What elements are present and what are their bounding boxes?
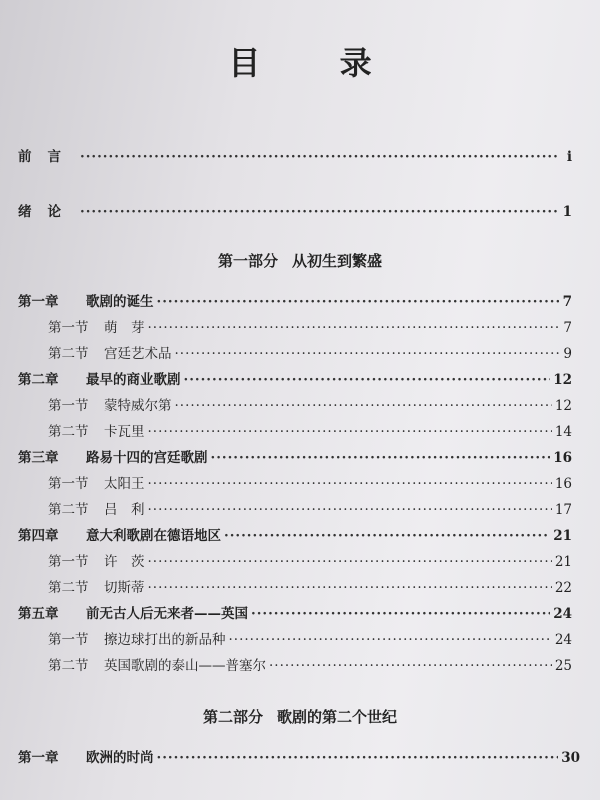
section-number: 第二节 <box>48 424 89 440</box>
toc-section <box>0 394 600 418</box>
section-page: 25 <box>554 658 572 674</box>
section-number: 第一节 <box>48 320 89 336</box>
chapter-title: 意大利歌剧在德语地区 <box>86 528 221 544</box>
leader-dots <box>148 476 552 492</box>
toc-section <box>0 576 600 600</box>
section-page: 16 <box>554 476 572 492</box>
section-page: 7 <box>563 320 572 336</box>
section-number: 第二节 <box>48 580 89 596</box>
toc-section <box>0 628 600 652</box>
chapter-number: 第一章 <box>18 750 59 766</box>
toc-chapter <box>0 524 600 548</box>
leader-dots <box>148 320 560 336</box>
chapter-title: 前无古人后无来者——英国 <box>86 606 248 622</box>
section-title: 许 茨 <box>104 554 145 570</box>
toc-chapter <box>0 446 600 470</box>
leader-dots <box>175 346 560 362</box>
toc-section <box>0 498 600 522</box>
part-heading <box>0 706 600 727</box>
section-number: 第一节 <box>48 398 89 414</box>
section-title: 卡瓦里 <box>104 424 145 440</box>
chapter-number: 第一章 <box>18 294 59 310</box>
entry-page: i <box>566 149 572 165</box>
section-number: 第二节 <box>48 346 89 362</box>
leader-dots <box>157 294 560 310</box>
section-number: 第一节 <box>48 476 89 492</box>
toc-entry-introduction <box>0 200 600 224</box>
chapter-number: 第五章 <box>18 606 59 622</box>
part-heading <box>0 250 600 271</box>
leader-dots <box>251 606 550 622</box>
chapter-title: 歌剧的诞生 <box>86 294 154 310</box>
chapter-page: 12 <box>553 372 572 388</box>
leader-dots <box>269 658 552 674</box>
toc-section <box>0 654 600 678</box>
chapter-number: 第四章 <box>18 528 59 544</box>
leader-dots <box>229 632 552 648</box>
chapter-page: 21 <box>553 528 572 544</box>
section-title: 擦边球打出的新品种 <box>104 632 226 648</box>
section-page: 22 <box>554 580 572 596</box>
section-title: 萌 芽 <box>104 320 145 336</box>
section-title: 英国歌剧的泰山——普塞尔 <box>104 658 266 674</box>
chapter-title: 最早的商业歌剧 <box>86 372 181 388</box>
leader-dots <box>80 204 559 220</box>
chapter-title: 路易十四的宫廷歌剧 <box>86 450 208 466</box>
page-title: 目 录 <box>228 44 406 82</box>
section-number: 第一节 <box>48 554 89 570</box>
section-title: 太阳王 <box>104 476 145 492</box>
part-name: 从初生到繁盛 <box>292 252 383 270</box>
toc-section <box>0 550 600 574</box>
leader-dots <box>175 398 552 414</box>
entry-page: 1 <box>562 204 572 220</box>
toc-section <box>0 472 600 496</box>
leader-dots <box>148 580 552 596</box>
part-name: 歌剧的第二个世纪 <box>277 708 398 726</box>
entry-label: 前言 <box>18 149 77 165</box>
leader-dots <box>157 750 559 766</box>
section-number: 第二节 <box>48 658 89 674</box>
part-label: 第二部分 <box>202 708 263 726</box>
leader-dots <box>148 554 552 570</box>
chapter-page: 16 <box>553 450 572 466</box>
section-page: 12 <box>554 398 572 414</box>
chapter-page: 24 <box>553 606 572 622</box>
section-page: 24 <box>554 632 572 648</box>
leader-dots <box>148 502 552 518</box>
toc-chapter <box>0 746 600 770</box>
part-label: 第一部分 <box>217 252 278 270</box>
chapter-title: 欧洲的时尚 <box>86 750 154 766</box>
toc-section <box>0 420 600 444</box>
section-page: 14 <box>554 424 572 440</box>
section-page: 21 <box>554 554 572 570</box>
section-page: 9 <box>563 346 572 362</box>
chapter-number: 第二章 <box>18 372 59 388</box>
section-title: 宫廷艺术品 <box>104 346 172 362</box>
toc-chapter <box>0 290 600 314</box>
leader-dots <box>184 372 551 388</box>
toc-chapter <box>0 602 600 626</box>
toc-section <box>0 316 600 340</box>
chapter-number: 第三章 <box>18 450 59 466</box>
section-number: 第一节 <box>48 632 89 648</box>
section-title: 切斯蒂 <box>104 580 145 596</box>
section-title: 吕 利 <box>104 502 145 518</box>
chapter-page: 30 <box>561 750 580 766</box>
toc-chapter <box>0 368 600 392</box>
section-title: 蒙特威尔第 <box>104 398 172 414</box>
section-page: 17 <box>554 502 572 518</box>
leader-dots <box>211 450 551 466</box>
chapter-page: 7 <box>562 294 572 310</box>
leader-dots <box>224 528 550 544</box>
toc-entry-preface <box>0 145 600 169</box>
leader-dots <box>148 424 552 440</box>
leader-dots <box>80 149 559 165</box>
section-number: 第二节 <box>48 502 89 518</box>
entry-label: 绪论 <box>18 204 77 220</box>
toc-section <box>0 342 600 366</box>
